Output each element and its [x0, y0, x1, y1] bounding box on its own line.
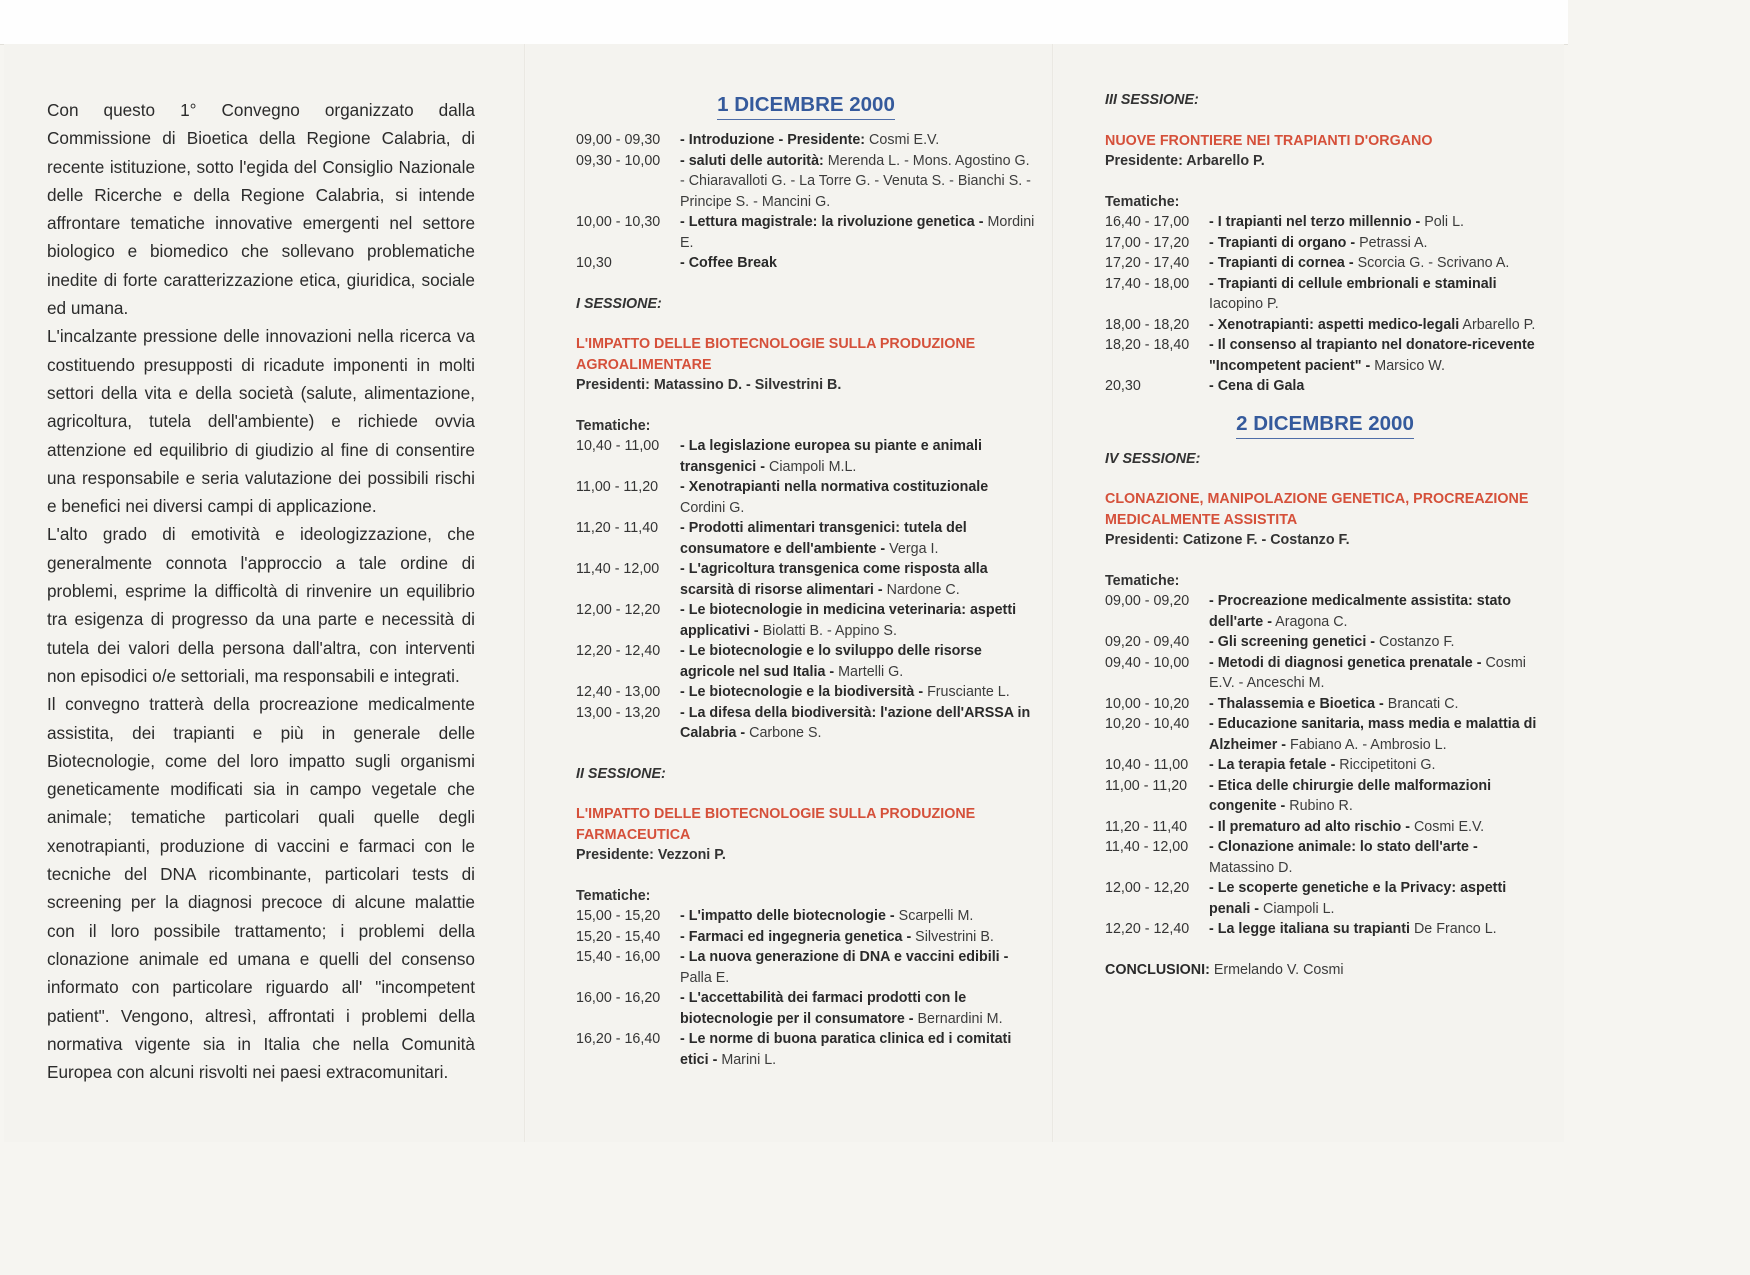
schedule-time: 13,00 - 13,20: [576, 704, 661, 721]
speaker-names: Scarpelli M.: [894, 908, 974, 924]
speaker-names: Marini L.: [717, 1051, 777, 1068]
speaker-names: Nardone C.: [882, 581, 960, 598]
schedule-entry: [1209, 376, 1545, 397]
schedule-entry: [1209, 315, 1545, 336]
talk-title: - Introduzione - Presidente:: [680, 132, 866, 148]
schedule-row: [1105, 878, 1545, 919]
talk-title: - Trapianti di cornea -: [1209, 255, 1354, 271]
schedule-row: [576, 947, 1036, 988]
speaker-names: Brancati C.: [1383, 695, 1459, 712]
talk-title: - Lettura magistrale: la rivoluzione genetica -: [680, 214, 984, 230]
talk-title: - Metodi di diagnosi genetica prenatale -: [1209, 654, 1482, 671]
conclusion: [1105, 960, 1545, 981]
program-day-1-continued-and-day-2: [1105, 90, 1545, 980]
conclusion-names: Ermelando V. Cosmi: [1209, 961, 1344, 978]
talk-title: - I trapianti nel terzo millennio -: [1209, 214, 1421, 230]
speaker-names: Palla E.: [680, 969, 730, 986]
talk-title: - L'agricoltura transgenica come risposta alla scarsità di risorse alimentari -: [680, 561, 988, 598]
schedule-time: 09,30 - 10,00: [576, 152, 661, 169]
schedule-entry: [1209, 837, 1545, 878]
schedule-entry: [680, 947, 1036, 988]
schedule-time: 12,40 - 13,00: [576, 684, 661, 700]
talk-title: - La nuova generazione di DNA e vaccini edibili -: [680, 949, 1009, 965]
talk-title: - Le biotecnologie in medicina veterinaria: aspetti applicativi -: [680, 602, 1017, 639]
schedule-row: [1105, 315, 1545, 336]
schedule-row: [576, 559, 1036, 600]
schedule-entry: [680, 927, 1036, 948]
schedule-time: 17,20 - 17,40: [1105, 255, 1190, 271]
schedule-time: 15,40 - 16,00: [576, 949, 661, 965]
schedule-row: [1105, 653, 1545, 694]
schedule-time: 16,40 - 17,00: [1105, 214, 1190, 230]
talk-title: - Trapianti di organo -: [1209, 234, 1356, 251]
talk-title: - Xenotrapianti nella normativa costituzionale: [680, 479, 989, 495]
schedule-row: [576, 477, 1036, 518]
session-1-presidents: Presidenti: Matassino D. - Silvestrini B.: [576, 377, 842, 393]
schedule-row: [576, 151, 1036, 213]
speaker-names: Verga I.: [885, 540, 939, 557]
session-3-schedule: [1105, 212, 1545, 397]
speaker-names: Silvestrini B.: [911, 928, 994, 945]
talk-title: - La legislazione europea su piante e animali transgenici -: [680, 438, 982, 475]
schedule-time: 10,40 - 11,00: [576, 438, 660, 454]
schedule-row: [576, 906, 1036, 927]
intro-paragraph-3: L'alto grado di emotività e ideologizzazione, che generalmente connota l'approccio a tale ordine di problemi, esprime la difficoltà di rinvenire un equilibrio tra esigenza di progresso da una parte e necessità di tutela dei valori della persona dall'altra, con interventi non episodici o/e settoriali, ma responsabili e integrati.: [47, 524, 475, 686]
session-2-title: L'IMPATTO DELLE BIOTECNOLOGIE SULLA PRODUZIONE FARMACEUTICA: [576, 806, 976, 843]
schedule-time: 17,40 - 18,00: [1105, 275, 1190, 292]
schedule-time: 18,00 - 18,20: [1105, 316, 1190, 333]
opening-schedule: [576, 130, 1036, 274]
schedule-entry: [1209, 919, 1545, 940]
schedule-time: 10,00 - 10,20: [1105, 695, 1190, 712]
schedule-time: 15,00 - 15,20: [576, 908, 661, 924]
schedule-entry: [680, 151, 1036, 213]
schedule-row: [576, 988, 1036, 1029]
schedule-time: 12,00 - 12,20: [1105, 880, 1190, 896]
schedule-entry: [680, 477, 1036, 518]
session-2-tematiche: Tematiche:: [576, 887, 651, 904]
speaker-names: Cosmi E.V. - Anceschi M.: [1209, 654, 1526, 691]
speaker-names: Iacopino P.: [1209, 296, 1279, 312]
speaker-names: Mordini E.: [680, 214, 1035, 251]
schedule-row: [1105, 776, 1545, 817]
talk-title: - La legge italiana su trapianti: [1209, 921, 1410, 937]
schedule-time: 09,40 - 10,00: [1105, 654, 1190, 671]
schedule-entry: [680, 600, 1036, 641]
schedule-entry: [1209, 591, 1545, 632]
speaker-names: Cordini G.: [680, 499, 745, 516]
schedule-time: 10,20 - 10,40: [1105, 716, 1190, 732]
speaker-names: Marsico W.: [1370, 357, 1445, 374]
schedule-time: 11,20 - 11,40: [576, 520, 659, 536]
talk-title: - saluti delle autorità:: [680, 152, 824, 169]
schedule-row: [576, 212, 1036, 253]
schedule-row: [1105, 755, 1545, 776]
schedule-entry: [1209, 233, 1545, 254]
schedule-time: 11,00 - 11,20: [576, 479, 659, 495]
speaker-names: Merenda L. - Mons. Agostino G. - Chiaravalloti G. - La Torre G. - Venuta S. - Bianchi S. - Principe S. - Mancini G.: [680, 152, 1031, 210]
talk-title: - Coffee Break: [680, 255, 777, 271]
intro-text: [47, 96, 475, 1086]
speaker-names: Poli L.: [1420, 214, 1465, 230]
talk-title: - Etica delle chirurgie delle malformazioni congenite -: [1209, 777, 1492, 814]
day-1-title: 1 DICEMBRE 2000: [717, 92, 895, 120]
schedule-time: 18,20 - 18,40: [1105, 337, 1190, 353]
talk-title: - Il consenso al trapianto nel donatore-ricevente "Incompetent pacient" -: [1209, 337, 1535, 374]
schedule-entry: [1209, 274, 1545, 315]
schedule-entry: [1209, 653, 1545, 694]
schedule-row: [576, 253, 1036, 274]
session-1-schedule: [576, 436, 1036, 744]
program-day-1: [576, 92, 1036, 1070]
schedule-entry: [680, 436, 1036, 477]
schedule-row: [1105, 817, 1545, 838]
session-3-presidents: Presidente: Arbarello P.: [1105, 153, 1265, 169]
talk-title: - Cena di Gala: [1209, 378, 1305, 394]
session-4-presidents: Presidenti: Catizone F. - Costanzo F.: [1105, 532, 1350, 548]
talk-title: - Educazione sanitaria, mass media e malattia di Alzheimer -: [1209, 716, 1537, 753]
talk-title: - Gli screening genetici -: [1209, 634, 1376, 650]
speaker-names: Carbone S.: [745, 725, 822, 741]
schedule-row: [1105, 632, 1545, 653]
schedule-time: 11,00 - 11,20: [1105, 777, 1188, 794]
schedule-entry: [1209, 694, 1545, 715]
intro-paragraph-1: Con questo 1° Convegno organizzato dalla Commissione di Bioetica della Regione Calabria, di recente istituzione, sotto l'egida del Consiglio Nazionale delle Ricerche e della Regione Calabria, si intende affrontare tematiche innovative emergenti nel settore biologico e biomedico che sollevano problematiche inedite di forte caratterizzazione etica, giuridica, sociale ed umana.: [47, 100, 475, 319]
session-2-label: II SESSIONE:: [576, 765, 666, 782]
schedule-row: [576, 518, 1036, 559]
schedule-time: 12,00 - 12,20: [576, 602, 661, 618]
speaker-names: Ciampoli M.L.: [765, 458, 857, 475]
schedule-entry: [1209, 755, 1545, 776]
speaker-names: Scorcia G. - Scrivano A.: [1353, 255, 1510, 271]
schedule-entry: [1209, 632, 1545, 653]
session-4-label: IV SESSIONE:: [1105, 450, 1201, 467]
talk-title: - Le norme di buona paratica clinica ed i comitati etici -: [680, 1031, 1012, 1068]
speaker-names: Bernardini M.: [913, 1010, 1003, 1027]
talk-title: - Le scoperte genetiche e la Privacy: aspetti penali -: [1209, 880, 1507, 917]
schedule-entry: [1209, 817, 1545, 838]
schedule-entry: [680, 682, 1036, 703]
schedule-time: 16,20 - 16,40: [576, 1031, 661, 1047]
schedule-row: [576, 600, 1036, 641]
speaker-names: Cosmi E.V.: [865, 132, 940, 148]
schedule-row: [576, 927, 1036, 948]
schedule-time: 10,00 - 10,30: [576, 214, 661, 230]
speaker-names: Aragona C.: [1272, 613, 1348, 630]
schedule-time: 12,20 - 12,40: [1105, 921, 1190, 937]
schedule-entry: [680, 518, 1036, 559]
schedule-time: 11,40 - 12,00: [1105, 839, 1189, 855]
talk-title: - Il prematuro ad alto rischio -: [1209, 818, 1410, 835]
schedule-entry: [680, 906, 1036, 927]
talk-title: - Trapianti di cellule embrionali e staminali: [1209, 275, 1497, 292]
talk-title: - Clonazione animale: lo stato dell'arte -: [1209, 839, 1478, 855]
speaker-names: Arbarello P.: [1459, 316, 1536, 333]
talk-title: - Thalassemia e Bioetica -: [1209, 695, 1384, 712]
schedule-entry: [1209, 212, 1545, 233]
schedule-time: 09,00 - 09,20: [1105, 593, 1190, 609]
session-1-label: I SESSIONE:: [576, 295, 662, 312]
speaker-names: Petrassi A.: [1355, 234, 1428, 251]
session-1-tematiche: Tematiche:: [576, 417, 651, 434]
session-4-schedule: [1105, 591, 1545, 940]
fold-line-left: [524, 44, 526, 1142]
schedule-time: 11,40 - 12,00: [576, 561, 660, 577]
schedule-row: [1105, 233, 1545, 254]
talk-title: - L'accettabilità dei farmaci prodotti con le biotecnologie per il consumatore -: [680, 990, 967, 1027]
talk-title: - Prodotti alimentari transgenici: tutela del consumatore e dell'ambiente -: [680, 520, 967, 557]
schedule-row: [1105, 591, 1545, 632]
talk-title: - Le biotecnologie e lo sviluppo delle risorse agricole nel sud Italia -: [680, 643, 982, 680]
schedule-entry: [1209, 714, 1545, 755]
schedule-entry: [1209, 335, 1545, 376]
fold-line-right: [1052, 44, 1054, 1142]
schedule-entry: [680, 212, 1036, 253]
schedule-entry: [680, 641, 1036, 682]
schedule-row: [1105, 253, 1545, 274]
speaker-names: Rubino R.: [1285, 798, 1353, 814]
session-2-schedule: [576, 906, 1036, 1070]
session-3-title: NUOVE FRONTIERE NEI TRAPIANTI D'ORGANO: [1105, 132, 1433, 149]
session-1-title: L'IMPATTO DELLE BIOTECNOLOGIE SULLA PRODUZIONE AGROALIMENTARE: [576, 336, 976, 373]
intro-paragraph-2: L'incalzante pressione delle innovazioni nella ricerca va costituendo presupposti di ricadute imponenti in molti settori della vita e della società (salute, alimentazione, agricoltura, tutela dell'ambiente) e richiede ovvia attenzione ed equilibrio di giudizio al fine di consentire una responsabile e seria valutazione dei possibili rischi e benefici nei diversi campi di applicazione.: [47, 326, 475, 517]
session-4-tematiche: Tematiche:: [1105, 572, 1180, 589]
speaker-names: Ciampoli L.: [1259, 900, 1335, 917]
speaker-names: Matassino D.: [1209, 859, 1293, 876]
schedule-time: 10,30: [576, 255, 612, 271]
speaker-names: Cosmi E.V.: [1409, 818, 1485, 835]
talk-title: - L'impatto delle biotecnologie -: [680, 908, 895, 924]
speaker-names: Fabiano A. - Ambrosio L.: [1286, 736, 1447, 753]
schedule-row: [1105, 837, 1545, 878]
schedule-row: [576, 682, 1036, 703]
talk-title: - Farmaci ed ingegneria genetica -: [680, 928, 912, 945]
talk-title: - Xenotrapianti: aspetti medico-legali: [1209, 316, 1460, 333]
speaker-names: Biolatti B. - Appino S.: [758, 622, 897, 639]
schedule-entry: [1209, 878, 1545, 919]
talk-title: - Le biotecnologie e la biodiversità -: [680, 684, 924, 700]
schedule-entry: [680, 559, 1036, 600]
schedule-entry: [680, 703, 1036, 744]
schedule-entry: [1209, 776, 1545, 817]
schedule-time: 17,00 - 17,20: [1105, 234, 1190, 251]
schedule-entry: [680, 253, 1036, 274]
schedule-entry: [680, 130, 1036, 151]
schedule-entry: [1209, 253, 1545, 274]
speaker-names: Martelli G.: [834, 663, 904, 680]
conclusion-label: CONCLUSIONI:: [1105, 961, 1210, 978]
schedule-time: 16,00 - 16,20: [576, 990, 661, 1006]
speaker-names: Riccipetitoni G.: [1335, 757, 1436, 773]
schedule-entry: [680, 988, 1036, 1029]
schedule-row: [576, 436, 1036, 477]
schedule-row: [1105, 335, 1545, 376]
schedule-time: 10,40 - 11,00: [1105, 757, 1189, 773]
speaker-names: Costanzo F.: [1375, 634, 1455, 650]
schedule-row: [1105, 694, 1545, 715]
schedule-row: [1105, 714, 1545, 755]
session-3-tematiche: Tematiche:: [1105, 193, 1180, 210]
schedule-row: [1105, 919, 1545, 940]
schedule-time: 09,00 - 09,30: [576, 132, 661, 148]
schedule-time: 20,30: [1105, 378, 1141, 394]
talk-title: - La terapia fetale -: [1209, 757, 1336, 773]
schedule-row: [1105, 212, 1545, 233]
session-3-label: III SESSIONE:: [1105, 92, 1199, 108]
schedule-row: [576, 1029, 1036, 1070]
day-2-title: 2 DICEMBRE 2000: [1236, 411, 1414, 439]
schedule-row: [576, 641, 1036, 682]
schedule-row: [1105, 274, 1545, 315]
schedule-row: [576, 703, 1036, 744]
talk-title: - Procreazione medicalmente assistita: stato dell'arte -: [1209, 593, 1511, 630]
schedule-row: [1105, 376, 1545, 397]
schedule-time: 09,20 - 09,40: [1105, 634, 1190, 650]
schedule-row: [576, 130, 1036, 151]
speaker-names: Frusciante L.: [923, 684, 1010, 700]
talk-title: - La difesa della biodiversità: l'azione dell'ARSSA in Calabria -: [680, 704, 1031, 741]
session-2-presidents: Presidente: Vezzoni P.: [576, 847, 726, 863]
schedule-time: 15,20 - 15,40: [576, 928, 661, 945]
schedule-time: 11,20 - 11,40: [1105, 818, 1188, 835]
page-top-edge: [0, 0, 1568, 45]
intro-paragraph-4: Il convegno tratterà della procreazione medicalmente assistita, dei trapianti e più in generale delle Biotecnologie, come del loro impatto sugli organismi geneticamente modificati sia in campo vegetale che animale; tematiche particolari quali quelle degli xenotrapianti, produzione di vaccini e farmaci con le tecniche del DNA ricombinante, particolari tests di screening per la diagnosi precoce di alcune malattie con il loro possibile trattamento; i problemi della clonazione animale ed umana e quelli del consenso informato con particolare riguardo all' "incompetent patient". Vengono, altresì, affrontati i problemi della normativa vigente sia in Italia che nella Comunità Europea con alcuni risvolti nei paesi extracomunitari.: [47, 694, 475, 1083]
speaker-names: De Franco L.: [1410, 921, 1497, 937]
session-4-title: CLONAZIONE, MANIPOLAZIONE GENETICA, PROCREAZIONE MEDICALMENTE ASSISTITA: [1105, 491, 1529, 528]
schedule-time: 12,20 - 12,40: [576, 643, 661, 659]
schedule-entry: [680, 1029, 1036, 1070]
